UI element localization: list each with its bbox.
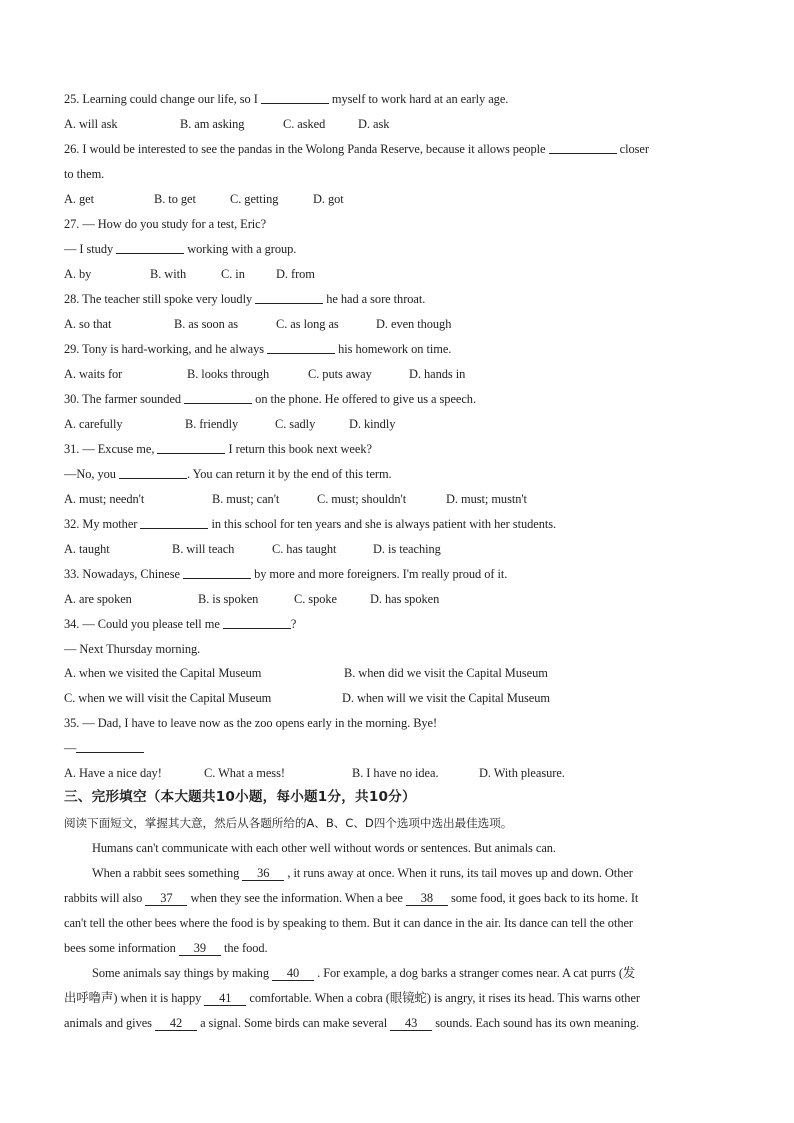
option-c: C. as long as [276, 317, 339, 331]
question-31-reply: —No, you . You can return it by the end of this term. [64, 467, 392, 481]
question-26-continued: to them. [64, 167, 105, 181]
question-34: 34. — Could you please tell me ? [64, 617, 297, 631]
blank-number: 42 [155, 1016, 197, 1031]
answer-blank [119, 466, 187, 479]
option-c: C. sadly [275, 417, 316, 431]
option-c: C. getting [230, 192, 279, 206]
option-a: A. must; needn't [64, 492, 145, 506]
option-c: C. in [221, 267, 245, 281]
question-31-options [64, 491, 527, 507]
blank-number: 40 [272, 966, 314, 981]
option-a: A. are spoken [64, 592, 132, 606]
question-28: 28. The teacher still spoke very loudly he had a sore throat. [64, 292, 426, 306]
question-30-options [64, 416, 395, 432]
passage-line: Humans can't communicate with each other well without words or sentences. But animals can. [92, 841, 556, 855]
question-35: 35. — Dad, I have to leave now as the zoo opens early in the morning. Bye! [64, 716, 438, 730]
option-d: D. hands in [409, 367, 466, 381]
option-d: D. With pleasure. [479, 766, 565, 780]
question-32-options [64, 541, 441, 557]
option-d: D. is teaching [373, 542, 441, 556]
option-b: B. when did we visit the Capital Museum [344, 666, 548, 680]
question-29-options [64, 366, 465, 382]
option-d: D. ask [358, 117, 390, 131]
question-26: 26. I would be interested to see the pandas in the Wolong Panda Reserve, because it allows people closer [64, 142, 649, 156]
answer-blank [549, 141, 617, 154]
question-30: 30. The farmer sounded on the phone. He offered to give us a speech. [64, 392, 476, 406]
option-d: D. got [313, 192, 344, 206]
option-b: B. as soon as [174, 317, 239, 331]
question-25: 25. Learning could change our life, so I myself to work hard at an early age. [64, 92, 509, 106]
option-c: C. asked [283, 117, 326, 131]
passage-line: Some animals say things by making 40 . For example, a dog barks a stranger comes near. A cat purrs (发 [92, 966, 636, 980]
answer-blank [183, 566, 251, 579]
question-28-options [64, 316, 451, 332]
option-b: B. is spoken [198, 592, 259, 606]
option-a: A. when we visited the Capital Museum [64, 666, 262, 680]
answer-blank [267, 341, 335, 354]
question-34-options-row1 [64, 665, 548, 681]
blank-number: 37 [145, 891, 187, 906]
passage-line: rabbits will also 37 when they see the information. When a bee 38 some food, it goes back to its home. It [64, 891, 639, 905]
option-c: C. when we will visit the Capital Museum [64, 691, 272, 705]
option-a: A. taught [64, 542, 110, 556]
option-b: B. friendly [185, 417, 239, 431]
option-b: B. must; can't [212, 492, 280, 506]
passage-line: can't tell the other bees where the food is by speaking to them. But it can dance in the air. Its dance can tell the other [64, 916, 634, 930]
option-c: C. must; shouldn't [317, 492, 407, 506]
question-33-options [64, 591, 439, 607]
answer-blank [184, 391, 252, 404]
option-a: A. get [64, 192, 94, 206]
answer-blank [255, 291, 323, 304]
option-c: C. has taught [272, 542, 337, 556]
option-c: C. spoke [294, 592, 337, 606]
passage-line: 出呼噜声) when it is happy 41 comfortable. When a cobra (眼镜蛇) is angry, it rises its head. This warns other [64, 991, 640, 1005]
option-c: C. puts away [308, 367, 372, 381]
question-34-reply: — Next Thursday morning. [64, 642, 201, 656]
option-b: B. will teach [172, 542, 235, 556]
option-a: A. waits for [64, 367, 123, 381]
passage-line: When a rabbit sees something 36 , it runs away at once. When it runs, its tail moves up and down. Other [92, 866, 633, 880]
option-d: D. has spoken [370, 592, 440, 606]
option-d: D. kindly [349, 417, 396, 431]
option-d: D. from [276, 267, 315, 281]
question-33: 33. Nowadays, Chinese by more and more foreigners. I'm really proud of it. [64, 567, 508, 581]
option-c: C. What a mess! [204, 766, 285, 780]
blank-number: 36 [242, 866, 284, 881]
question-35-options [64, 765, 565, 781]
option-b: B. to get [154, 192, 196, 206]
question-34-options-row2 [64, 690, 550, 706]
question-29: 29. Tony is hard-working, and he always his homework on time. [64, 342, 452, 356]
answer-blank [261, 91, 329, 104]
option-a: A. carefully [64, 417, 123, 431]
question-32: 32. My mother in this school for ten years and she is always patient with her students. [64, 517, 557, 531]
option-a: A. by [64, 267, 92, 281]
question-26-options [64, 191, 344, 207]
option-d: D. even though [376, 317, 452, 331]
question-27-options [64, 266, 315, 282]
answer-blank [140, 516, 208, 529]
option-a: A. so that [64, 317, 112, 331]
option-b: B. I have no idea. [352, 766, 439, 780]
question-27: 27. — How do you study for a test, Eric? [64, 217, 267, 231]
question-27-answer-line: — I study working with a group. [64, 242, 297, 256]
blank-number: 39 [179, 941, 221, 956]
answer-blank [76, 740, 144, 753]
answer-blank [116, 241, 184, 254]
answer-blank [223, 616, 291, 629]
option-b: B. am asking [180, 117, 245, 131]
section-heading: 三、完形填空（本大题共10小题，每小题1分，共10分） [64, 789, 416, 805]
passage-line: animals and gives 42 a signal. Some birds can make several 43 sounds. Each sound has its own meaning. [64, 1016, 640, 1030]
blank-number: 38 [406, 891, 448, 906]
question-35-reply: — [64, 740, 144, 756]
section-instruction: 阅读下面短文，掌握其大意，然后从各题所给的A、B、C、D四个选项中选出最佳选项。 [64, 816, 513, 830]
option-b: B. with [150, 267, 187, 281]
answer-blank [157, 441, 225, 454]
question-25-options [64, 116, 389, 132]
option-b: B. looks through [187, 367, 270, 381]
option-a: A. will ask [64, 117, 118, 131]
option-d: D. when will we visit the Capital Museum [342, 691, 550, 705]
blank-number: 41 [204, 991, 246, 1006]
question-31: 31. — Excuse me, I return this book next week? [64, 442, 372, 456]
option-d: D. must; mustn't [446, 492, 527, 506]
option-a: A. Have a nice day! [64, 766, 162, 780]
blank-number: 43 [390, 1016, 432, 1031]
passage-line: bees some information 39 the food. [64, 941, 268, 955]
